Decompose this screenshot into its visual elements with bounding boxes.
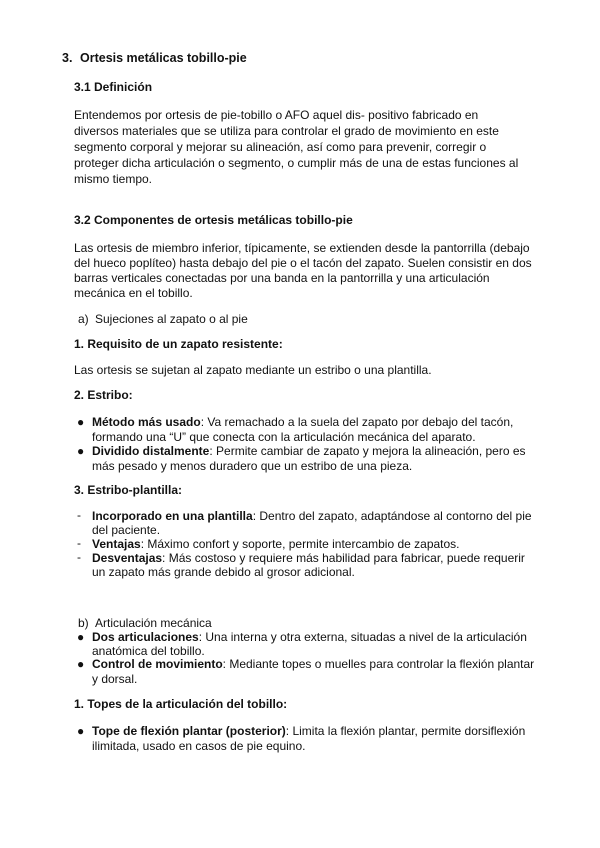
- dash-marker: -: [77, 536, 81, 550]
- bullet-dot: ●: [77, 444, 85, 458]
- bullet-bold-term: Control de movimiento: [92, 657, 223, 671]
- bullet-line: [92, 443, 526, 459]
- list-marker-a: a): [78, 312, 89, 326]
- dash-text: : Dentro del zapato, adaptándose al contorno del pie: [252, 509, 532, 523]
- topes-heading: 1. Topes de la articulación del tobillo:: [74, 697, 288, 711]
- bullet-bold-term: Dos articulaciones: [92, 630, 199, 644]
- paragraph-line: Entendemos por ortesis de pie-tobillo o AFO aquel dis- positivo fabricado en: [74, 108, 479, 122]
- bullet-line-continued: ilimitada, usado en casos de pie equino.: [92, 739, 306, 753]
- bullet-dot: ●: [77, 724, 85, 738]
- paragraph-line: mecánica en el tobillo.: [74, 286, 193, 300]
- section-number: 3.: [62, 51, 73, 65]
- dash-line-continued: un zapato más grande debido al grosor adicional.: [92, 565, 355, 579]
- paragraph-line: barras verticales conectadas por una banda en la pantorrilla y una articulación: [74, 271, 490, 285]
- bullet-text: : Permite cambiar de zapato y mejora la alineación, pero es: [209, 444, 526, 458]
- bullet-text: : Mediante topes o muelles para controlar la flexión plantar: [222, 657, 535, 671]
- bullet-line-continued: más pesado y menos duradero que un estribo de una pieza.: [92, 459, 413, 473]
- dash-line-continued: del paciente.: [92, 523, 161, 537]
- bullet-line-continued: anatómica del tobillo.: [92, 644, 205, 658]
- paragraph-line: mismo tiempo.: [74, 172, 153, 186]
- requisito-heading: 1. Requisito de un zapato resistente:: [74, 337, 283, 351]
- bullet-text: : Una interna y otra externa, situadas a nivel de la articulación: [198, 630, 527, 644]
- subsection-heading-3-1: 3.1 Definición: [74, 80, 153, 94]
- subsection-heading-3-2: 3.2 Componentes de ortesis metálicas tobillo-pie: [74, 213, 353, 227]
- requisito-text: Las ortesis se sujetan al zapato mediante un estribo o una plantilla.: [74, 363, 432, 377]
- dash-bold-term: Ventajas: [92, 537, 141, 551]
- dash-bold-term: Desventajas: [92, 551, 163, 565]
- bullet-line: [92, 414, 513, 430]
- bullet-bold-term: Dividido distalmente: [92, 444, 210, 458]
- bullet-bold-term: Tope de flexión plantar (posterior): [92, 724, 286, 738]
- dash-text: : Más costoso y requiere más habilidad para fabricar, puede requerir: [162, 551, 525, 565]
- bullet-text: : Limita la flexión plantar, permite dorsiflexión: [285, 724, 526, 738]
- paragraph-line: proteger dicha articulación o segmento, o cumplir más de una de estas funciones al: [74, 156, 519, 170]
- plantilla-heading: 3. Estribo-plantilla:: [74, 483, 183, 497]
- bullet-dot: ●: [77, 657, 85, 671]
- dash-text: : Máximo confort y soporte, permite intercambio de zapatos.: [140, 537, 460, 551]
- section-title: Ortesis metálicas tobillo-pie: [80, 51, 247, 65]
- bullet-text: : Va remachado a la suela del zapato por debajo del tacón,: [200, 415, 514, 429]
- bullet-line-continued: y dorsal.: [92, 672, 138, 686]
- estribo-heading: 2. Estribo:: [74, 388, 133, 402]
- bullet-line: [92, 656, 534, 672]
- list-item-b-text: Articulación mecánica: [95, 616, 212, 630]
- bullet-line-continued: formando una “U” que conecta con la articulación mecánica del aparato.: [92, 430, 476, 444]
- bullet-line: [92, 723, 525, 739]
- paragraph-line: diversos materiales que se utiliza para controlar el grado de movimiento en este: [74, 124, 499, 138]
- paragraph-line: segmento corporal y mejorar su alineación, así como para prevenir, corregir o: [74, 140, 487, 154]
- list-item-a-text: Sujeciones al zapato o al pie: [95, 312, 248, 326]
- bullet-bold-term: Método más usado: [92, 415, 201, 429]
- paragraph-line: Las ortesis de miembro inferior, típicamente, se extienden desde la pantorrilla (debajo: [74, 241, 530, 255]
- paragraph-line: del hueco poplíteo) hasta debajo del pie o el tacón del zapato. Suelen consistir en dos: [74, 256, 532, 270]
- dash-marker: -: [77, 508, 81, 522]
- bullet-dot: ●: [77, 415, 85, 429]
- dash-bold-term: Incorporado en una plantilla: [92, 509, 253, 523]
- bullet-dot: ●: [77, 630, 85, 644]
- dash-marker: -: [77, 550, 81, 564]
- list-marker-b: b): [78, 616, 89, 630]
